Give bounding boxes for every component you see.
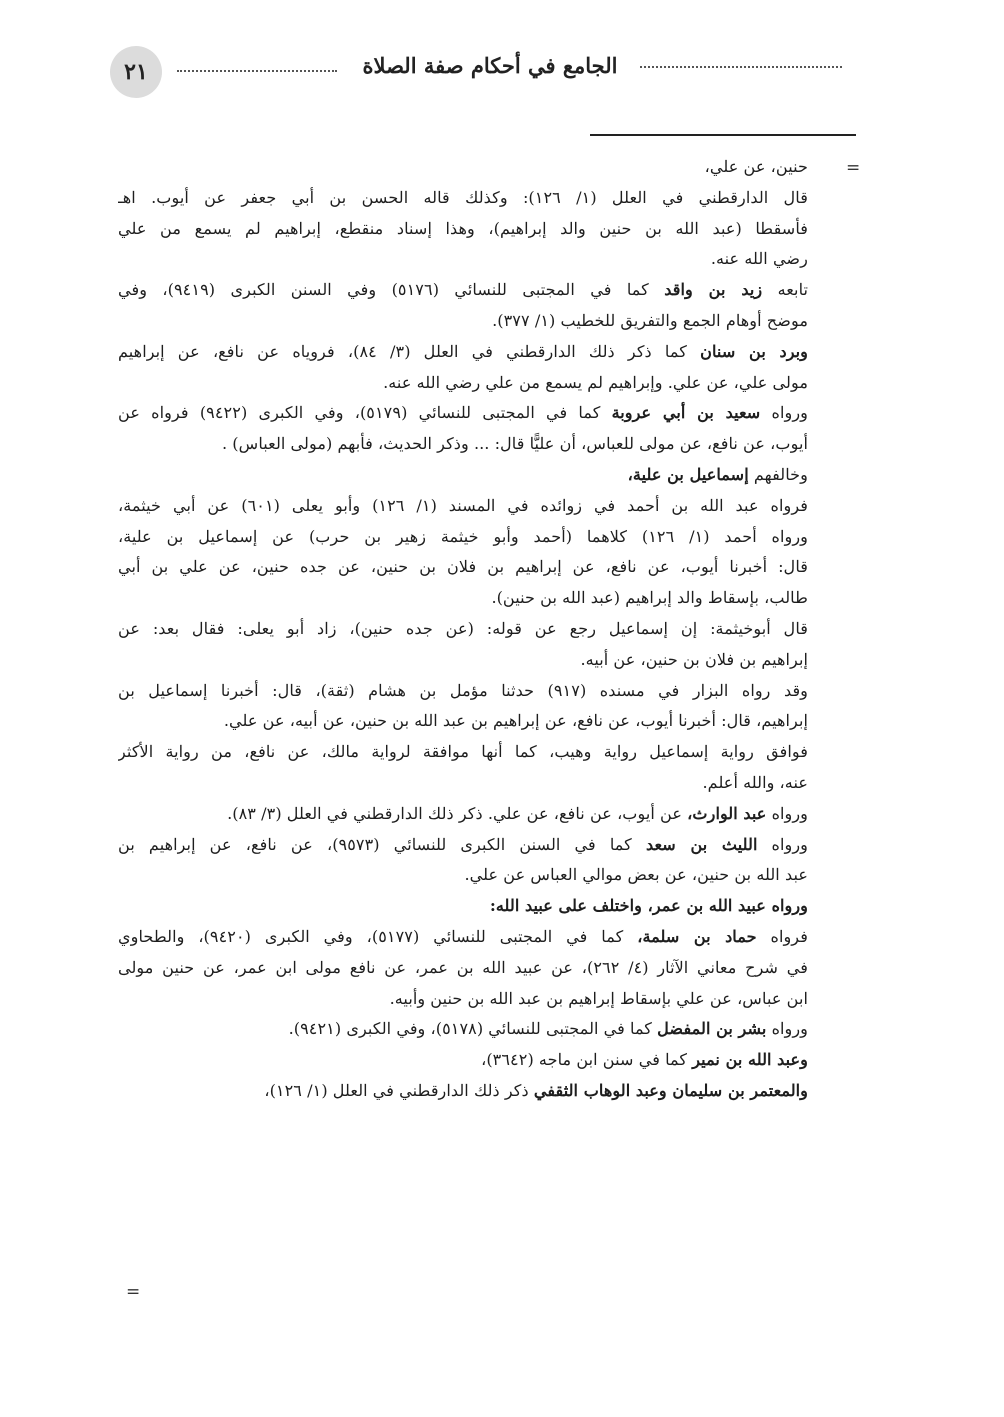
narrator-name: حماد بن سلمة، (637, 926, 757, 946)
text-line (118, 306, 808, 337)
line-text: عبد الله بن حنين، عن بعض موالي العباس عن علي. (464, 865, 808, 885)
text-line (118, 953, 808, 984)
text-line (118, 860, 808, 891)
line-text: فوافق رواية إسماعيل رواية وهيب، كما أنها موافقة لرواية مالك، عن نافع، من رواية الأكثر (118, 742, 808, 762)
text-line (118, 460, 808, 491)
text-line (118, 891, 808, 922)
line-text: كما ذكر ذلك الدارقطني في العلل (٣/ ٨٤)، فروياه عن نافع، عن إبراهيم (118, 341, 701, 361)
line-prefix: ورواه (760, 403, 808, 423)
line-prefix: ورواه (757, 834, 808, 854)
narrator-name: ورواه عبيد الله بن عمر، واختلف على عبيد الله: (489, 896, 808, 916)
line-text: إبراهيم بن فلان بن حنين، عن أبيه. (580, 649, 808, 669)
line-text: كما في المجتبى للنسائي (٥١٧٨)، وفي الكبرى (٩٤٢١). (288, 1019, 658, 1039)
narrator-name: عبد الوارث، (687, 803, 767, 823)
narrator-name: زيد بن واقد (664, 280, 763, 300)
text-line (118, 214, 808, 245)
text-line (118, 676, 808, 707)
line-text: عنه، والله أعلم. (702, 772, 808, 792)
line-text: حنين، عن علي، (704, 157, 808, 176)
line-text: موضح أوهام الجمع والتفريق للخطيب (١/ ٣٧٧). (492, 310, 808, 330)
text-line (118, 737, 808, 768)
narrator-name: وبرد بن سنان (700, 341, 808, 361)
running-title: الجامع في أحكام صفة الصلاة (362, 53, 618, 78)
text-line (118, 645, 808, 676)
line-text: فأسقطا (عبد الله بن حنين والد إبراهيم)، وهذا إسناد منقطع، إبراهيم لم يسمع من علي (118, 218, 808, 238)
text-line (118, 583, 808, 614)
narrator-name: وعبد الله بن نمير (692, 1050, 808, 1070)
narrator-name: سعيد بن أبي عروبة (611, 403, 761, 423)
continuation-marker-top: = (846, 158, 861, 178)
line-text: وقد رواه البزار في مسنده (٩١٧) حدثنا مؤمل بن هشام (ثقة)، قال: أخبرنا إسماعيل بن (118, 680, 808, 700)
text-line (118, 922, 808, 953)
line-text: فرواه عبد الله بن أحمد في زوائده في المسند (١/ ١٢٦) وأبو يعلى (٦٠١) عن أبي خيثمة، (118, 495, 808, 515)
line-text: كما في السنن الكبرى للنسائي (٩٥٧٣)، عن نافع، عن إبراهيم بن (118, 834, 646, 854)
line-text: في شرح معاني الآثار (٤/ ٢٦٢)، عن عبيد الله بن عمر، عن نافع مولى ابن عمر، عن حنين مولى (118, 957, 808, 977)
text-line (118, 984, 808, 1015)
text-line (118, 337, 808, 368)
page-header (0, 0, 1004, 110)
line-text: أيوب، عن نافع، عن مولى للعباس، أن عليًّا قال: ... وذكر الحديث، فأبهم (مولى العباس) . (221, 434, 808, 454)
line-text: مولى علي، عن علي. وإبراهيم لم يسمع من علي رضي الله عنه. (383, 372, 808, 392)
text-line (118, 768, 808, 799)
line-text: ابن عباس، عن علي بإسقاط إبراهيم بن عبد الله بن حنين وأبيه. (389, 988, 808, 1008)
text-line (118, 152, 808, 183)
footnote-body (118, 152, 808, 1107)
line-prefix: تابعه (762, 280, 808, 300)
line-text: ورواه أحمد (١/ ١٢٦) كلاهما (أحمد وأبو خيثمة زهير بن حرب) عن إسماعيل بن علية، (118, 526, 808, 546)
line-text: كما في سنن ابن ماجه (٣٦٤٢)، (481, 1050, 693, 1070)
text-line (118, 183, 808, 214)
text-line (118, 522, 808, 553)
text-line (118, 830, 808, 861)
narrator-name: بشر بن المفضل (657, 1019, 767, 1039)
line-text: رضي الله عنه. (710, 249, 808, 269)
text-line (118, 429, 808, 460)
line-text: عن أيوب، عن نافع، عن علي. ذكر ذلك الدارقطني في العلل (٣/ ٨٣). (227, 803, 688, 823)
narrator-name: إسماعيل بن علية، (627, 464, 749, 484)
header-dotted-leader-right (640, 66, 842, 68)
narrator-name: والمعتمر بن سليمان وعبد الوهاب الثقفي (533, 1080, 808, 1100)
line-text: كما في المجتبى للنسائي (٥١٧٩)، وفي الكبرى (٩٤٢٢) فرواه عن (118, 403, 612, 423)
text-line (118, 706, 808, 737)
footnote-separator-rule (590, 134, 856, 136)
continuation-marker-bottom: = (126, 1282, 141, 1302)
line-text: ذكر ذلك الدارقطني في العلل (١/ ١٢٦)، (264, 1080, 534, 1100)
line-text: كما في المجتبى للنسائي (٥١٧٦) وفي السنن الكبرى (٩٤١٩)، وفي (118, 280, 665, 300)
text-line (118, 799, 808, 830)
text-line (118, 552, 808, 583)
text-line (118, 368, 808, 399)
page-number: ٢١ (110, 46, 162, 98)
line-text: قال أبوخيثمة: إن إسماعيل رجع عن قوله: (عن جده حنين)، زاد أبو يعلى: فقال بعد: عن (118, 618, 808, 638)
text-line (118, 398, 808, 429)
line-text: طالب، بإسقاط والد إبراهيم (عبد الله بن حنين). (491, 588, 808, 608)
text-line (118, 275, 808, 306)
header-dotted-leader-left (177, 70, 337, 72)
narrator-name: الليث بن سعد (645, 834, 758, 854)
line-prefix: ورواه (766, 803, 808, 823)
line-text: قال: أخبرنا أيوب، عن نافع، عن إبراهيم بن فلان بن حنين، عن جده حنين، عن علي بن أبي (118, 557, 808, 577)
text-line (118, 614, 808, 645)
line-text: قال الدارقطني في العلل (١/ ١٢٦): وكذلك قاله الحسن بن أبي جعفر عن أيوب. اهـ (118, 187, 808, 207)
line-prefix: وخالفهم (748, 464, 808, 484)
text-line (118, 244, 808, 275)
text-line (118, 491, 808, 522)
line-text: كما في المجتبى للنسائي (٥١٧٧)، وفي الكبرى (٩٤٢٠)، والطحاوي (118, 926, 638, 946)
text-line (118, 1014, 808, 1045)
line-prefix: فرواه (756, 926, 808, 946)
text-line (118, 1076, 808, 1107)
line-text: إبراهيم، قال: أخبرنا أيوب، عن نافع، عن إبراهيم بن عبد الله بن حنين، عن أبيه، عن علي. (223, 711, 808, 731)
text-line (118, 1045, 808, 1076)
line-prefix: ورواه (766, 1019, 808, 1039)
